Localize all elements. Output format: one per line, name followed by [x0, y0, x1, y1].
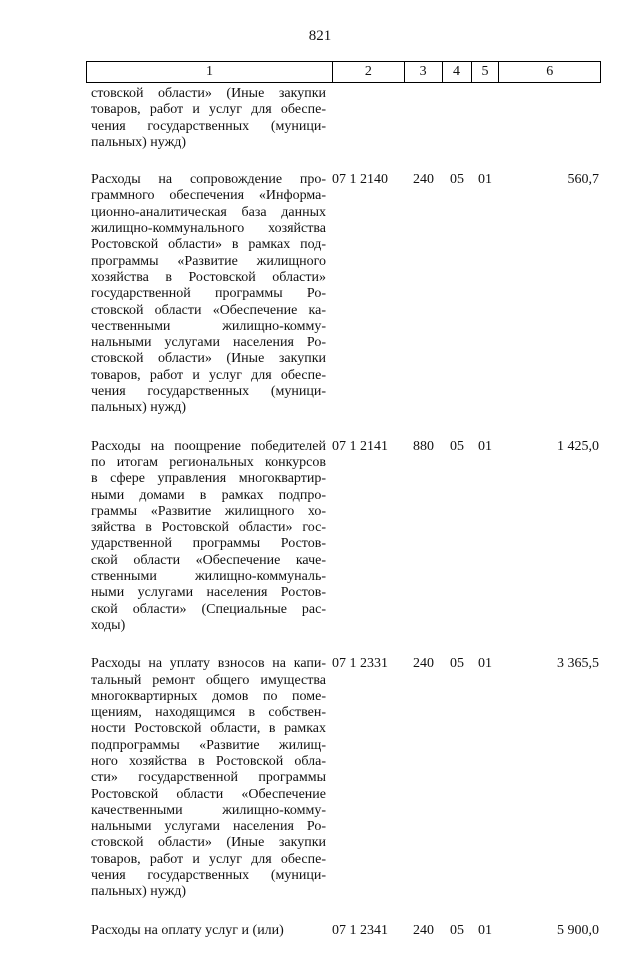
description-line: стовской области» (Иные закупки: [91, 835, 326, 851]
description-line: ными услугами населения Ростов-: [91, 585, 326, 601]
table-row: [86, 172, 601, 416]
description-line: чения государственных (муници-: [91, 118, 326, 134]
subsection-code: [468, 86, 496, 151]
description-line: Расходы на оплату услуг и (или): [91, 922, 284, 938]
page-number: 821: [308, 28, 332, 44]
target-code: 07 1 2141: [332, 438, 388, 454]
amount: 3 365,5: [557, 656, 599, 672]
description-line: в сфере управления многоквартир-: [91, 471, 326, 487]
description-line: стовской области» (Иные закупки: [91, 86, 326, 101]
table-row: [86, 656, 601, 900]
description-line: граммного обеспечения «Информа-: [91, 188, 326, 204]
table-body: [86, 86, 601, 961]
header-col-5: 5: [471, 62, 499, 82]
description-line: ской области» (Специальные рас-: [91, 601, 326, 617]
header-col-4: 4: [442, 62, 471, 82]
subsection-code: 01: [478, 172, 492, 188]
row-description: [86, 172, 326, 416]
description-line: чения государственных (муници-: [91, 384, 326, 400]
description-line: нальными услугами населения Ро-: [91, 335, 326, 351]
description-line: хозяйства в Ростовской области»: [91, 269, 326, 285]
description-line: сти» государственной программы: [91, 770, 326, 786]
section-code: 05: [450, 172, 464, 188]
header-col-2: 2: [332, 62, 404, 82]
expense-type: 240: [413, 922, 434, 938]
description-line: пальных) нужд): [91, 400, 187, 416]
description-line: качественными жилищно-комму-: [91, 802, 326, 818]
expense-type: [400, 86, 438, 151]
description-line: нальными услугами населения Ро-: [91, 819, 326, 835]
amount: [496, 86, 601, 151]
description-line: стовской области «Обеспечение ка-: [91, 302, 326, 318]
amount: 560,7: [567, 172, 599, 188]
description-line: ской области «Обеспечение каче-: [91, 552, 326, 568]
target-code: 07 1 2331: [332, 656, 388, 672]
row-description: [86, 439, 326, 635]
description-line: товаров, работ и услуг для обеспе-: [91, 851, 326, 867]
expense-type: 880: [413, 438, 434, 454]
row-description: [86, 656, 326, 900]
description-line: чественными жилищно-комму-: [91, 318, 326, 334]
description-line: зяйства в Ростовской области» гос-: [91, 520, 326, 536]
description-line: ционно-аналитическая база данных: [91, 204, 326, 220]
table-row: [86, 86, 601, 151]
description-line: пальных) нужд): [91, 134, 187, 150]
description-line: Расходы на поощрение победителей: [91, 438, 326, 454]
description-line: Ростовской области «Обеспечение: [91, 786, 326, 802]
description-line: многоквартирных домов по поме-: [91, 688, 326, 704]
description-line: щениям, находящимся в собствен-: [91, 705, 326, 721]
section-code: 05: [450, 922, 464, 938]
header-col-3: 3: [404, 62, 442, 82]
amount: 1 425,0: [557, 438, 599, 454]
target-code: 07 1 2341: [332, 922, 388, 938]
description-line: государственной программы Ро-: [91, 286, 326, 302]
description-line: по итогам региональных конкурсов: [91, 454, 326, 470]
table-header: [86, 61, 601, 83]
table-row: [86, 439, 601, 635]
expense-type: 240: [413, 656, 434, 672]
description-line: ными домами в рамках подпро-: [91, 487, 326, 503]
description-line: стовской области» (Иные закупки: [91, 351, 326, 367]
description-line: подпрограммы «Развитие жилищ-: [91, 737, 326, 753]
section-code: 05: [450, 438, 464, 454]
subsection-code: 01: [478, 438, 492, 454]
description-line: чения государственных (муници-: [91, 868, 326, 884]
section-code: [438, 86, 468, 151]
target-code: 07 1 2140: [332, 172, 388, 188]
description-line: Ростовской области» в рамках под-: [91, 237, 326, 253]
row-description: [86, 86, 326, 151]
target-code: [326, 86, 400, 151]
subsection-code: 01: [478, 656, 492, 672]
expense-type: 240: [413, 172, 434, 188]
amount: 5 900,0: [557, 922, 599, 938]
description-line: Расходы на уплату взносов на капи-: [91, 656, 326, 672]
description-line: ного хозяйства в Ростовской обла-: [91, 753, 326, 769]
description-line: ственными жилищно-коммуналь-: [91, 569, 326, 585]
header-col-1: 1: [206, 64, 214, 79]
description-line: товаров, работ и услуг для обеспе-: [91, 367, 326, 383]
description-line: ударственной программы Ростов-: [91, 536, 326, 552]
description-line: тальный ремонт общего имущества: [91, 672, 326, 688]
description-line: граммы «Развитие жилищного хо-: [91, 503, 326, 519]
header-col-6: 6: [498, 62, 600, 82]
row-description: [86, 923, 326, 939]
description-line: программы «Развитие жилищного: [91, 253, 326, 269]
description-line: ходы): [91, 617, 126, 633]
description-line: Расходы на сопровождение про-: [91, 172, 326, 188]
description-line: пальных) нужд): [91, 884, 187, 900]
description-line: ности Ростовской области, в рамках: [91, 721, 326, 737]
description-line: товаров, работ и услуг для обеспе-: [91, 102, 326, 118]
description-line: жилищно-коммунального хозяйства: [91, 221, 326, 237]
subsection-code: 01: [478, 922, 492, 938]
table-row: [86, 923, 601, 939]
section-code: 05: [450, 656, 464, 672]
